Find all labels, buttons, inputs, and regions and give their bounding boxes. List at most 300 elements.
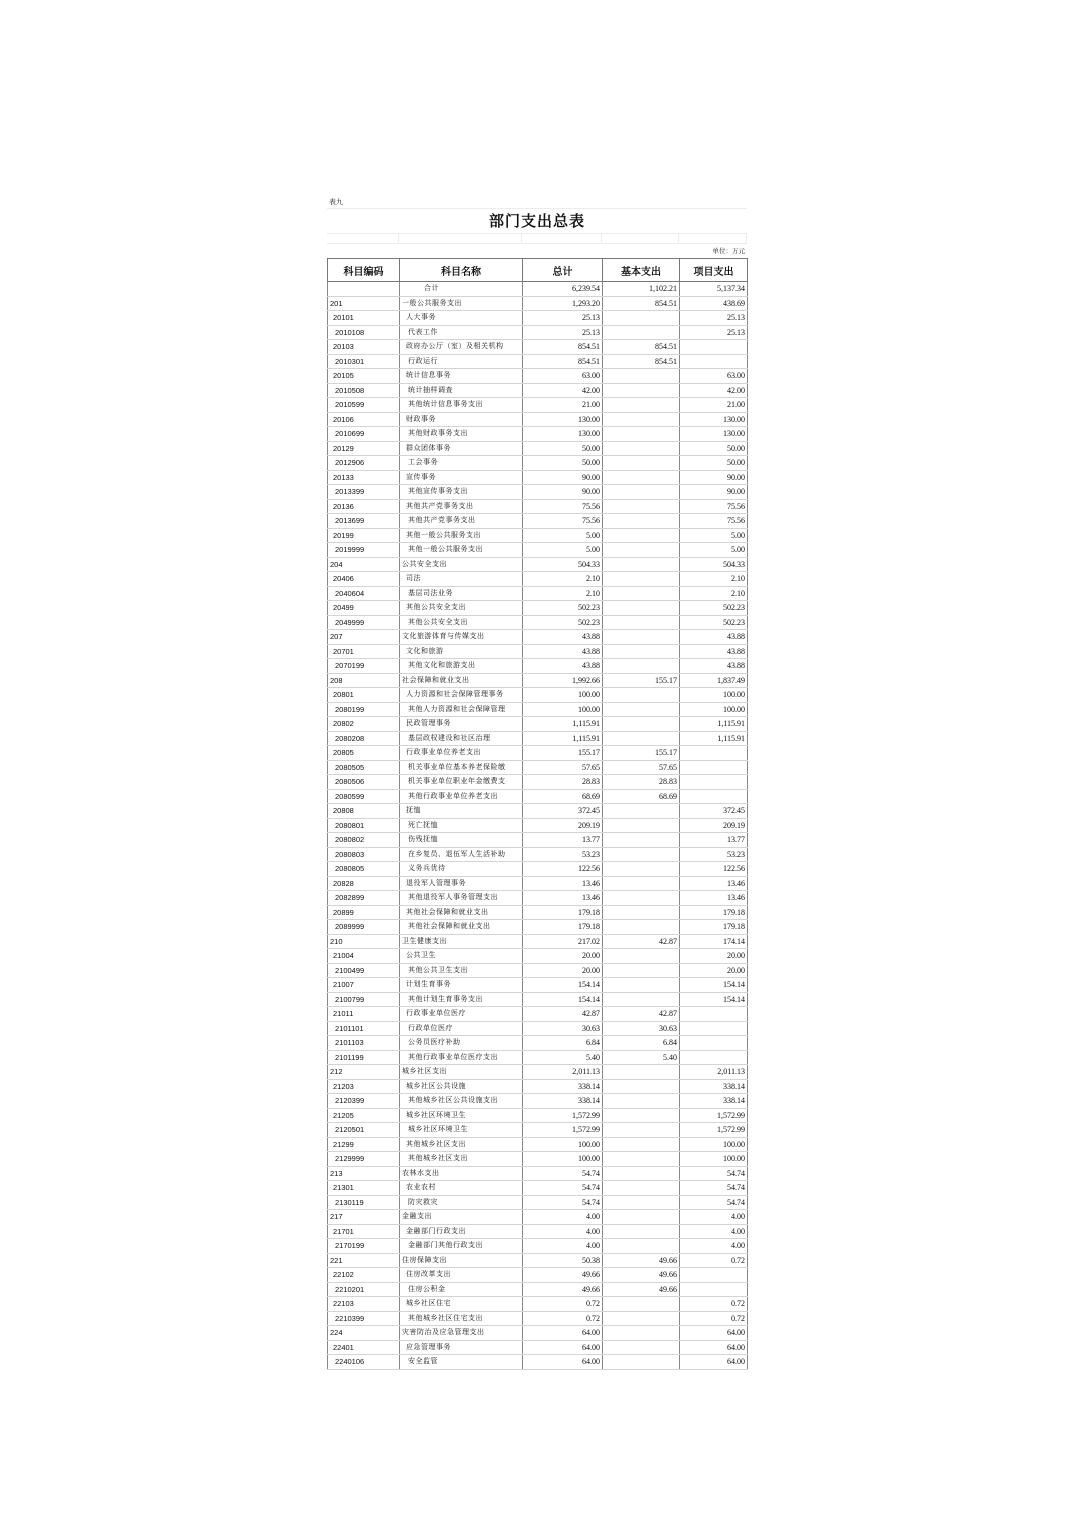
cell-project: 100.00 (680, 1152, 748, 1167)
cell-basic (603, 717, 680, 732)
cell-total: 179.18 (523, 905, 603, 920)
cell-code: 2120399 (328, 1094, 400, 1109)
cell-total: 90.00 (523, 470, 603, 485)
cell-code: 212 (328, 1065, 400, 1080)
cell-basic: 155.17 (603, 673, 680, 688)
cell-basic (603, 1181, 680, 1196)
cell-name: 公共卫生 (400, 949, 523, 964)
table-row (328, 1007, 748, 1022)
cell-project (680, 775, 748, 790)
table-row (328, 572, 748, 587)
cell-basic (603, 630, 680, 645)
cell-total: 49.66 (523, 1282, 603, 1297)
cell-code: 2080805 (328, 862, 400, 877)
table-row (328, 427, 748, 442)
cell-total: 4.00 (523, 1239, 603, 1254)
cell-name: 其他行政事业单位养老支出 (400, 789, 523, 804)
table-row (328, 876, 748, 891)
cell-project: 504.33 (680, 557, 748, 572)
cell-name: 其他公共安全支出 (400, 615, 523, 630)
cell-basic (603, 601, 680, 616)
cell-project: 4.00 (680, 1239, 748, 1254)
cell-code: 2210399 (328, 1311, 400, 1326)
cell-name: 金融部门其他行政支出 (400, 1239, 523, 1254)
cell-total: 49.66 (523, 1268, 603, 1283)
table-row (328, 1224, 748, 1239)
cell-name: 抚恤 (400, 804, 523, 819)
cell-code: 21205 (328, 1108, 400, 1123)
table-row (328, 1181, 748, 1196)
cell-name: 其他城乡社区支出 (400, 1137, 523, 1152)
table-row (328, 760, 748, 775)
cell-total: 64.00 (523, 1355, 603, 1370)
cell-project: 13.46 (680, 876, 748, 891)
cell-project: 90.00 (680, 485, 748, 500)
cell-basic (603, 688, 680, 703)
cell-project: 63.00 (680, 369, 748, 384)
cell-total: 28.83 (523, 775, 603, 790)
cell-basic (603, 1137, 680, 1152)
cell-basic (603, 1210, 680, 1225)
table-row (328, 1297, 748, 1312)
table-row (328, 891, 748, 906)
cell-name: 其他城乡社区公共设施支出 (400, 1094, 523, 1109)
cell-name: 其他社会保障和就业支出 (400, 905, 523, 920)
cell-name: 其他一般公共服务支出 (400, 543, 523, 558)
table-row (328, 963, 748, 978)
cell-total: 42.00 (523, 383, 603, 398)
cell-code: 20828 (328, 876, 400, 891)
cell-code: 207 (328, 630, 400, 645)
cell-name: 民政管理事务 (400, 717, 523, 732)
cell-project: 75.56 (680, 499, 748, 514)
cell-code: 2040604 (328, 586, 400, 601)
table-row (328, 1123, 748, 1138)
cell-code: 2080208 (328, 731, 400, 746)
cell-total: 75.56 (523, 499, 603, 514)
cell-code: 2013399 (328, 485, 400, 500)
cell-project: 338.14 (680, 1094, 748, 1109)
table-row (328, 311, 748, 326)
table-row (328, 1282, 748, 1297)
cell-project: 1,572.99 (680, 1123, 748, 1138)
cell-name: 计划生育事务 (400, 978, 523, 993)
table-row (328, 659, 748, 674)
cell-basic (603, 818, 680, 833)
table-row (328, 470, 748, 485)
cell-name: 其他共产党事务支出 (400, 499, 523, 514)
table-row (328, 1079, 748, 1094)
cell-total: 63.00 (523, 369, 603, 384)
cell-basic (603, 876, 680, 891)
cell-code: 2049999 (328, 615, 400, 630)
cell-name: 其他城乡社区支出 (400, 1152, 523, 1167)
cell-project: 25.13 (680, 325, 748, 340)
cell-project: 1,115.91 (680, 731, 748, 746)
cell-name: 城乡社区住宅 (400, 1297, 523, 1312)
cell-name: 行政事业单位养老支出 (400, 746, 523, 761)
table-row (328, 325, 748, 340)
cell-basic (603, 1166, 680, 1181)
cell-name: 机关事业单位职业年金缴费支 (400, 775, 523, 790)
cell-code: 21299 (328, 1137, 400, 1152)
cell-project: 13.77 (680, 833, 748, 848)
cell-project: 154.14 (680, 992, 748, 1007)
cell-basic (603, 543, 680, 558)
cell-project: 2.10 (680, 572, 748, 587)
table-row (328, 1036, 748, 1051)
cell-project: 2,011.13 (680, 1065, 748, 1080)
cell-name: 退役军人管理事务 (400, 876, 523, 891)
table-row (328, 731, 748, 746)
cell-total: 4.00 (523, 1210, 603, 1225)
cell-project: 13.46 (680, 891, 748, 906)
cell-name: 统计抽样调查 (400, 383, 523, 398)
cell-code: 217 (328, 1210, 400, 1225)
cell-basic (603, 862, 680, 877)
cell-project: 179.18 (680, 920, 748, 935)
cell-code: 2080802 (328, 833, 400, 848)
cell-code: 2080506 (328, 775, 400, 790)
cell-code: 201 (328, 296, 400, 311)
cell-name: 伤残抚恤 (400, 833, 523, 848)
cell-code: 20805 (328, 746, 400, 761)
cell-basic: 854.51 (603, 296, 680, 311)
cell-basic (603, 369, 680, 384)
cell-total: 6,239.54 (523, 282, 603, 297)
cell-code: 2082899 (328, 891, 400, 906)
cell-name: 代表工作 (400, 325, 523, 340)
cell-code: 21203 (328, 1079, 400, 1094)
cell-basic: 1,102.21 (603, 282, 680, 297)
cell-basic: 5.40 (603, 1050, 680, 1065)
cell-code: 213 (328, 1166, 400, 1181)
cell-total: 1,572.99 (523, 1123, 603, 1138)
cell-project (680, 354, 748, 369)
cell-total: 54.74 (523, 1181, 603, 1196)
cell-name: 城乡社区公共设施 (400, 1079, 523, 1094)
cell-basic (603, 1094, 680, 1109)
cell-basic (603, 833, 680, 848)
cell-name: 其他共产党事务支出 (400, 514, 523, 529)
cell-project: 372.45 (680, 804, 748, 819)
cell-name: 农业农村 (400, 1181, 523, 1196)
cell-basic (603, 441, 680, 456)
cell-basic (603, 1152, 680, 1167)
cell-project (680, 1036, 748, 1051)
table-row (328, 1195, 748, 1210)
cell-name: 其他退役军人事务管理支出 (400, 891, 523, 906)
cell-basic (603, 905, 680, 920)
cell-name: 金融部门行政支出 (400, 1224, 523, 1239)
cell-basic: 49.66 (603, 1282, 680, 1297)
table-row (328, 644, 748, 659)
cell-name: 行政事业单位医疗 (400, 1007, 523, 1022)
cell-project: 130.00 (680, 412, 748, 427)
cell-basic (603, 1108, 680, 1123)
cell-basic (603, 470, 680, 485)
cell-name: 其他行政事业单位医疗支出 (400, 1050, 523, 1065)
cell-project: 4.00 (680, 1210, 748, 1225)
cell-project: 1,115.91 (680, 717, 748, 732)
cell-total: 5.00 (523, 528, 603, 543)
table-label: 表九 (327, 196, 747, 209)
cell-name: 一般公共服务支出 (400, 296, 523, 311)
cell-code: 21011 (328, 1007, 400, 1022)
cell-name: 城乡社区支出 (400, 1065, 523, 1080)
cell-basic (603, 1123, 680, 1138)
cell-basic (603, 427, 680, 442)
cell-total: 43.88 (523, 630, 603, 645)
cell-basic: 6.84 (603, 1036, 680, 1051)
table-row (328, 354, 748, 369)
table-row (328, 528, 748, 543)
cell-project: 43.88 (680, 630, 748, 645)
cell-project: 338.14 (680, 1079, 748, 1094)
cell-name: 群众团体事务 (400, 441, 523, 456)
table-row (328, 412, 748, 427)
cell-total: 2.10 (523, 586, 603, 601)
table-row (328, 717, 748, 732)
cell-code: 21007 (328, 978, 400, 993)
table-row (328, 978, 748, 993)
cell-code: 21004 (328, 949, 400, 964)
spacer-row (327, 234, 747, 244)
cell-total: 25.13 (523, 311, 603, 326)
cell-basic: 42.87 (603, 1007, 680, 1022)
cell-total: 54.74 (523, 1166, 603, 1181)
cell-code: 2129999 (328, 1152, 400, 1167)
cell-name: 灾害防治及应急管理支出 (400, 1326, 523, 1341)
cell-project: 100.00 (680, 1137, 748, 1152)
cell-code: 20103 (328, 340, 400, 355)
cell-total: 64.00 (523, 1326, 603, 1341)
table-row (328, 630, 748, 645)
cell-basic: 28.83 (603, 775, 680, 790)
cell-basic (603, 1340, 680, 1355)
table-row (328, 1137, 748, 1152)
cell-project: 42.00 (680, 383, 748, 398)
cell-name: 防灾救灾 (400, 1195, 523, 1210)
cell-name: 其他公共安全支出 (400, 601, 523, 616)
cell-total: 90.00 (523, 485, 603, 500)
cell-code: 2080505 (328, 760, 400, 775)
cell-name: 文化和旅游 (400, 644, 523, 659)
cell-total: 53.23 (523, 847, 603, 862)
cell-basic (603, 949, 680, 964)
cell-total: 5.00 (523, 543, 603, 558)
unit-label: 单位：万元 (712, 247, 745, 255)
cell-code: 20808 (328, 804, 400, 819)
table-row (328, 1166, 748, 1181)
cell-code: 20701 (328, 644, 400, 659)
table-row (328, 514, 748, 529)
cell-basic (603, 804, 680, 819)
cell-name: 合计 (400, 282, 523, 297)
cell-project: 43.88 (680, 659, 748, 674)
table-row (328, 485, 748, 500)
cell-name: 卫生健康支出 (400, 934, 523, 949)
cell-total: 154.14 (523, 978, 603, 993)
cell-total: 1,115.91 (523, 717, 603, 732)
cell-basic (603, 1195, 680, 1210)
cell-project (680, 1007, 748, 1022)
cell-project: 64.00 (680, 1340, 748, 1355)
cell-code: 2210201 (328, 1282, 400, 1297)
expenditure-table (327, 258, 748, 1370)
cell-name: 义务兵优待 (400, 862, 523, 877)
table-body (328, 282, 748, 1370)
cell-project: 5.00 (680, 528, 748, 543)
table-row (328, 398, 748, 413)
cell-basic: 57.65 (603, 760, 680, 775)
cell-name: 在乡复员、退伍军人生活补助 (400, 847, 523, 862)
table-header-row (328, 259, 748, 282)
cell-total: 854.51 (523, 354, 603, 369)
table-row (328, 1239, 748, 1254)
table-row (328, 818, 748, 833)
cell-project: 5.00 (680, 543, 748, 558)
cell-basic (603, 557, 680, 572)
cell-code: 2019999 (328, 543, 400, 558)
cell-code: 20129 (328, 441, 400, 456)
table-row (328, 949, 748, 964)
table-row (328, 601, 748, 616)
cell-project: 0.72 (680, 1297, 748, 1312)
cell-basic (603, 978, 680, 993)
cell-code: 20101 (328, 311, 400, 326)
cell-total: 372.45 (523, 804, 603, 819)
cell-name: 安全监管 (400, 1355, 523, 1370)
cell-total: 504.33 (523, 557, 603, 572)
cell-project (680, 746, 748, 761)
cell-total: 1,572.99 (523, 1108, 603, 1123)
cell-basic: 30.63 (603, 1021, 680, 1036)
table-row (328, 499, 748, 514)
cell-name: 宣传事务 (400, 470, 523, 485)
cell-code: 2010301 (328, 354, 400, 369)
cell-total: 42.87 (523, 1007, 603, 1022)
cell-name: 其他人力资源和社会保障管理 (400, 702, 523, 717)
cell-total: 1,115.91 (523, 731, 603, 746)
cell-code: 2101199 (328, 1050, 400, 1065)
cell-project: 50.00 (680, 441, 748, 456)
cell-total: 43.88 (523, 644, 603, 659)
table-row (328, 456, 748, 471)
cell-code: 204 (328, 557, 400, 572)
cell-name: 公共安全支出 (400, 557, 523, 572)
cell-code: 21301 (328, 1181, 400, 1196)
cell-project: 154.14 (680, 978, 748, 993)
cell-code: 2120501 (328, 1123, 400, 1138)
cell-project: 2.10 (680, 586, 748, 601)
cell-basic: 854.51 (603, 354, 680, 369)
cell-code (328, 282, 400, 297)
cell-code: 2010108 (328, 325, 400, 340)
cell-project: 1,837.49 (680, 673, 748, 688)
page-title: 部门支出总表 (327, 209, 747, 234)
cell-name: 财政事务 (400, 412, 523, 427)
cell-code: 208 (328, 673, 400, 688)
cell-total: 30.63 (523, 1021, 603, 1036)
cell-total: 75.56 (523, 514, 603, 529)
cell-code: 22103 (328, 1297, 400, 1312)
cell-basic (603, 731, 680, 746)
table-row (328, 833, 748, 848)
table-row (328, 673, 748, 688)
cell-name: 政府办公厅（室）及相关机构 (400, 340, 523, 355)
cell-basic (603, 528, 680, 543)
cell-total: 338.14 (523, 1079, 603, 1094)
cell-basic (603, 1065, 680, 1080)
cell-project (680, 760, 748, 775)
cell-name: 住房公积金 (400, 1282, 523, 1297)
table-row (328, 1050, 748, 1065)
cell-name: 其他计划生育事务支出 (400, 992, 523, 1007)
cell-code: 20801 (328, 688, 400, 703)
table-row (328, 615, 748, 630)
cell-name: 其他宣传事务支出 (400, 485, 523, 500)
cell-basic (603, 514, 680, 529)
table-row (328, 862, 748, 877)
cell-basic (603, 1079, 680, 1094)
cell-basic (603, 963, 680, 978)
cell-name: 其他社会保障和就业支出 (400, 920, 523, 935)
cell-total: 50.00 (523, 441, 603, 456)
cell-code: 2080599 (328, 789, 400, 804)
cell-project: 0.72 (680, 1253, 748, 1268)
cell-code: 20899 (328, 905, 400, 920)
cell-total: 68.69 (523, 789, 603, 804)
cell-name: 住房改革支出 (400, 1268, 523, 1283)
cell-project: 502.23 (680, 601, 748, 616)
cell-project: 179.18 (680, 905, 748, 920)
cell-project: 4.00 (680, 1224, 748, 1239)
table-row (328, 1311, 748, 1326)
cell-total: 13.46 (523, 891, 603, 906)
cell-project: 64.00 (680, 1326, 748, 1341)
cell-basic (603, 456, 680, 471)
table-row (328, 296, 748, 311)
cell-total: 0.72 (523, 1297, 603, 1312)
cell-basic: 42.87 (603, 934, 680, 949)
cell-basic (603, 383, 680, 398)
cell-basic (603, 311, 680, 326)
cell-code: 2070199 (328, 659, 400, 674)
cell-name: 人力资源和社会保障管理事务 (400, 688, 523, 703)
cell-project: 130.00 (680, 427, 748, 442)
cell-total: 50.00 (523, 456, 603, 471)
cell-total: 20.00 (523, 949, 603, 964)
cell-name: 其他城乡社区住宅支出 (400, 1311, 523, 1326)
table-row (328, 789, 748, 804)
cell-code: 210 (328, 934, 400, 949)
cell-total: 20.00 (523, 963, 603, 978)
table-row (328, 905, 748, 920)
cell-code: 2130119 (328, 1195, 400, 1210)
cell-total: 155.17 (523, 746, 603, 761)
spreadsheet-sheet (327, 196, 747, 1370)
cell-code: 2080801 (328, 818, 400, 833)
table-row (328, 688, 748, 703)
cell-code: 2101101 (328, 1021, 400, 1036)
cell-total: 1,992.66 (523, 673, 603, 688)
cell-name: 基层司法业务 (400, 586, 523, 601)
cell-basic: 49.66 (603, 1268, 680, 1283)
cell-code: 2170199 (328, 1239, 400, 1254)
table-row (328, 775, 748, 790)
cell-total: 1,293.20 (523, 296, 603, 311)
